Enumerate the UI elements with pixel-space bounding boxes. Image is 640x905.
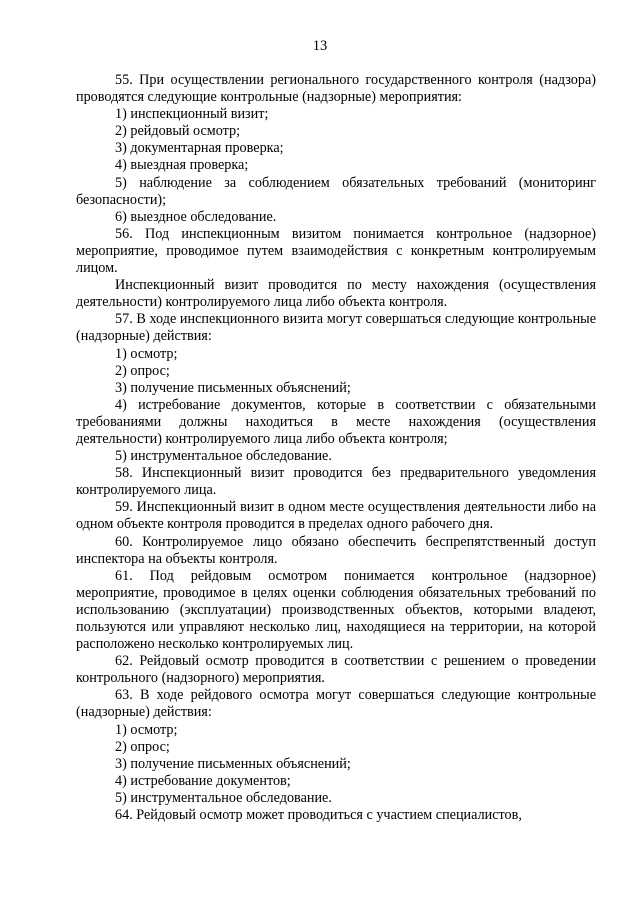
list-item-written-explanations: 3) получение письменных объяснений;	[115, 379, 351, 396]
list-item-document-check: 3) документарная проверка;	[115, 140, 284, 157]
list-item-examination: 1) осмотр;	[115, 345, 178, 362]
list-item-instrumental-survey: 5) инструментальное обследование.	[115, 789, 332, 806]
list-item-written-explanations: 3) получение письменных объяснений;	[115, 755, 351, 772]
paragraph-61: 61. Под рейдовым осмотром понимается контрольное (надзорное) мероприятие, проводимое в целях оценки соблюдения обязательных требований по использованию (эксплуатации) производственных объектов, которыми владеют, пользуются или управляют несколько лиц, находящиеся на территории, на которой расположено несколько контролируемых лиц.	[76, 567, 596, 653]
paragraph-56: 56. Под инспекционным визитом понимается контрольное (надзорное) мероприятие, проводимое путем взаимодействия с конкретным контролируемым лицом.	[76, 225, 596, 277]
list-item-field-survey: 6) выездное обследование.	[115, 208, 277, 225]
list-item-raid-inspection: 2) рейдовый осмотр;	[115, 123, 241, 140]
document-body	[76, 72, 596, 824]
list-item-field-check: 4) выездная проверка;	[115, 157, 249, 174]
paragraph-56-continuation: Инспекционный визит проводится по месту нахождения (осуществления деятельности) контролируемого лица либо объекта контроля.	[76, 277, 596, 311]
list-item-interview: 2) опрос;	[115, 362, 170, 379]
paragraph-59: 59. Инспекционный визит в одном месте осуществления деятельности либо на одном объекте контроля проводится в пределах одного рабочего дня.	[76, 499, 596, 533]
list-item-document-request: 4) истребование документов, которые в соответствии с обязательными требованиями должны находиться в месте нахождения (осуществления деятельности) контролируемого лица либо объекта контроля;	[76, 396, 596, 447]
paragraph-63: 63. В ходе рейдового осмотра могут совершаться следующие контрольные (надзорные) действия:	[76, 687, 596, 721]
list-item-document-request: 4) истребование документов;	[115, 772, 291, 789]
paragraph-55: 55. При осуществлении регионального государственного контроля (надзора) проводятся следующие контрольные (надзорные) мероприятия:	[76, 72, 596, 106]
page-number: 13	[312, 38, 328, 54]
list-item-examination: 1) осмотр;	[115, 721, 178, 738]
paragraph-58: 58. Инспекционный визит проводится без предварительного уведомления контролируемого лица.	[76, 465, 596, 499]
list-item-inspection-visit: 1) инспекционный визит;	[115, 106, 269, 123]
list-item-instrumental-survey: 5) инструментальное обследование.	[115, 448, 332, 465]
paragraph-60: 60. Контролируемое лицо обязано обеспечить беспрепятственный доступ инспектора на объекты контроля.	[76, 533, 596, 567]
paragraph-64: 64. Рейдовый осмотр может проводиться с участием специалистов,	[115, 807, 522, 824]
list-item-monitoring: 5) наблюдение за соблюдением обязательных требований (мониторинг безопасности);	[76, 174, 596, 208]
paragraph-62: 62. Рейдовый осмотр проводится в соответствии с решением о проведении контрольного (надзорного) мероприятия.	[76, 653, 596, 687]
list-item-interview: 2) опрос;	[115, 738, 170, 755]
paragraph-57: 57. В ходе инспекционного визита могут совершаться следующие контрольные (надзорные) действия:	[76, 311, 596, 345]
